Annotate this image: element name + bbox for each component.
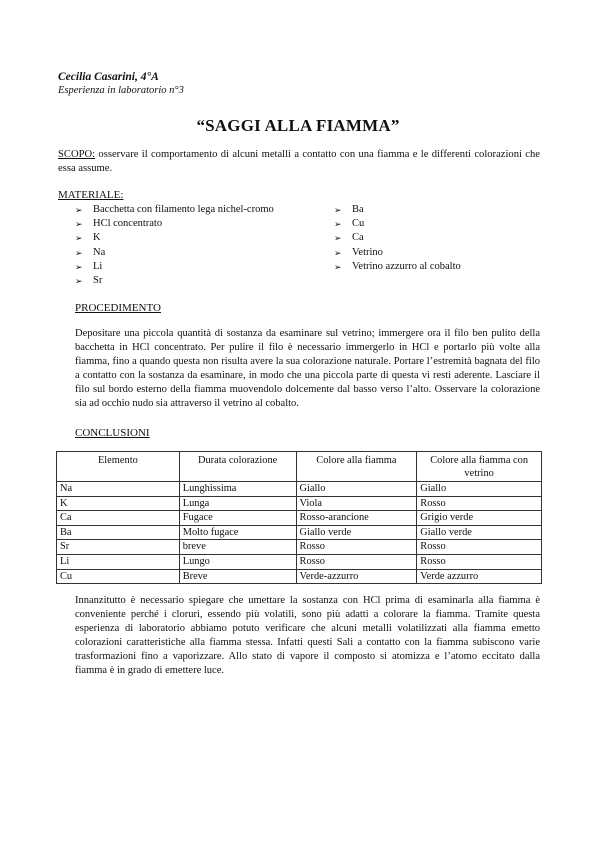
material-label: K — [93, 232, 101, 244]
table-cell: Lungo — [179, 554, 296, 569]
table-cell: Na — [57, 482, 180, 497]
table-cell: Verde-azzurro — [296, 569, 417, 584]
author-line: Cecilia Casarini, 4°A — [58, 71, 159, 83]
results-table — [56, 451, 542, 584]
list-item — [75, 217, 274, 231]
arrow-bullet-icon: ➢ — [334, 233, 342, 244]
table-cell: Giallo verde — [417, 525, 542, 540]
material-label: Cu — [352, 218, 365, 230]
column-header: Durata colorazione — [179, 452, 296, 482]
material-label: Vetrino azzurro al cobalto — [352, 260, 461, 272]
table-cell: Giallo — [296, 482, 417, 497]
procedure-paragraph: Depositare una piccola quantità di sostanza da esaminare sul vetrino; immergere ora il filo ben pulito della bacchetta in HCl concentrato. Per pulire il filo è necessario immergerlo in HCl e portarlo più volte alla fiamma, fino a quando questa non risulta avere la sua colorazione naturale. Portare l’estremità bagnata del filo a contatto con la sostanza da esaminare, in modo che una piccola parte di questa vi resti aderente. Lasciare il filo sul bordo esterno della fiamma muovendolo dolcemente dal basso verso l’alto. Osservare la colorazione sia ad occhio nudo sia attraverso il vetrino al cobalto. — [75, 328, 540, 409]
table-row — [57, 511, 542, 526]
procedure-heading: PROCEDIMENTO — [75, 302, 161, 314]
conclusions-paragraph: Innanzitutto è necessario spiegare che umettare la sostanza con HCl prima di esaminarla alla fiamma è conveniente perché i cloruri, essendo più volatili, sono più adatti a colorare la fiamma. Tramite questa esperienza di laboratorio abbiamo potuto verificare che alcuni metalli volatilizzati alla fiamma emetto colorazioni caratteristiche alla fiamma stessa. Infatti questi Sali a contatto con la fiamma subiscono varie trasformazioni fino a vaporizzare. Allo stato di vapore il composto si atomizza e l’atomo eccitato dalla fiamma è in grado di emettere luce. — [75, 595, 540, 676]
material-label: Sr — [93, 274, 103, 286]
table-row — [57, 496, 542, 511]
list-item — [334, 260, 461, 274]
table-cell: Rosso — [417, 554, 542, 569]
table-cell: Li — [57, 554, 180, 569]
table-cell: Molto fugace — [179, 525, 296, 540]
table-cell: Rosso — [417, 496, 542, 511]
column-header: Elemento — [57, 452, 180, 482]
materials-list-left — [75, 203, 274, 288]
table-cell: Sr — [57, 540, 180, 555]
scope-paragraph — [58, 148, 540, 176]
list-item — [334, 217, 461, 231]
list-item — [75, 274, 274, 288]
table-row — [57, 525, 542, 540]
table-cell: Lunga — [179, 496, 296, 511]
table-cell: Breve — [179, 569, 296, 584]
table-row — [57, 554, 542, 569]
materials-list-right — [334, 203, 461, 274]
conclusions-heading: CONCLUSIONI — [75, 427, 150, 439]
material-label: Ca — [352, 232, 364, 244]
arrow-bullet-icon: ➢ — [75, 261, 83, 272]
table-cell: Ca — [57, 511, 180, 526]
material-label: Ba — [352, 204, 364, 215]
materials-heading: MATERIALE: — [58, 189, 124, 201]
table-cell: Cu — [57, 569, 180, 584]
table-cell: Rosso — [296, 540, 417, 555]
list-item — [75, 260, 274, 274]
list-item — [75, 246, 274, 260]
table-cell: Fugace — [179, 511, 296, 526]
list-item — [334, 203, 461, 217]
arrow-bullet-icon: ➢ — [334, 261, 342, 272]
material-label: Na — [93, 246, 106, 258]
table-cell: Viola — [296, 496, 417, 511]
arrow-bullet-icon: ➢ — [334, 205, 342, 215]
table-cell: Lunghissima — [179, 482, 296, 497]
lab-note: Esperienza in laboratorio n°3 — [58, 85, 184, 96]
list-item — [334, 246, 461, 260]
table-cell: Verde azzurro — [417, 569, 542, 584]
arrow-bullet-icon: ➢ — [75, 275, 83, 286]
table-row — [57, 569, 542, 584]
arrow-bullet-icon: ➢ — [334, 247, 342, 258]
column-header: Colore alla fiamma con vetrino — [417, 452, 542, 482]
material-label: Li — [93, 260, 103, 272]
table-row — [57, 482, 542, 497]
column-header: Colore alla fiamma — [296, 452, 417, 482]
list-item — [75, 231, 274, 245]
material-label: HCl concentrato — [93, 218, 163, 230]
arrow-bullet-icon: ➢ — [75, 247, 83, 258]
material-label: Vetrino — [352, 246, 383, 258]
table-header-row — [57, 452, 542, 482]
table-cell: Grigio verde — [417, 511, 542, 526]
arrow-bullet-icon: ➢ — [75, 219, 83, 230]
table-cell: Rosso — [417, 540, 542, 555]
table-cell: Giallo — [417, 482, 542, 497]
table-cell: Rosso — [296, 554, 417, 569]
list-item — [75, 203, 274, 217]
table-cell: K — [57, 496, 180, 511]
table-cell: Ba — [57, 525, 180, 540]
arrow-bullet-icon: ➢ — [75, 205, 83, 215]
arrow-bullet-icon: ➢ — [334, 219, 342, 230]
scope-text: osservare il comportamento di alcuni metalli a contatto con una fiamma e le differenti colorazioni che essa assume. — [58, 149, 540, 174]
table-cell: Giallo verde — [296, 525, 417, 540]
document-title: “SAGGI ALLA FIAMMA” — [196, 116, 400, 135]
scope-label: SCOPO: — [58, 149, 96, 160]
list-item — [334, 231, 461, 245]
material-label: Bacchetta con filamento lega nichel-cromo — [93, 204, 274, 215]
table-cell: breve — [179, 540, 296, 555]
table-row — [57, 540, 542, 555]
arrow-bullet-icon: ➢ — [75, 233, 83, 244]
table-cell: Rosso-arancione — [296, 511, 417, 526]
